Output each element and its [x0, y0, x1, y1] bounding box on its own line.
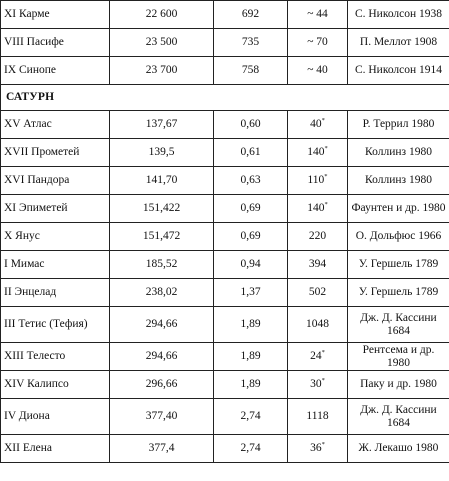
discoverer-cell	[348, 139, 449, 167]
discoverer-line: Рентсема и др. 1980	[362, 343, 435, 369]
discoverer-line: Ж. Лекашо 1980	[358, 442, 439, 454]
table-body	[1, 1, 449, 463]
discoverer-line: С. Николсон 1938	[354, 8, 443, 20]
period-cell: 0,61	[214, 139, 288, 167]
diameter-cell	[288, 435, 348, 463]
diameter-cell	[288, 139, 348, 167]
moon-name-cell: XVII Прометей	[1, 139, 110, 167]
table-row	[1, 399, 449, 435]
discoverer-cell	[348, 343, 449, 371]
table-row	[1, 167, 449, 195]
diameter-value: ~ 70	[307, 36, 328, 48]
moon-name-cell: X Янус	[1, 223, 110, 251]
discoverer-cell	[348, 29, 449, 57]
diameter-value: 502	[308, 286, 327, 298]
period-cell: 1,89	[214, 371, 288, 399]
table-row	[1, 111, 449, 139]
diameter-value: 30	[310, 378, 322, 390]
semi-axis-cell: 377,40	[110, 399, 214, 435]
semi-axis-cell: 22 600	[110, 1, 214, 29]
footnote-mark: *	[321, 377, 325, 384]
discoverer-line: Коллинз 1980	[365, 174, 432, 186]
diameter-cell	[288, 1, 348, 29]
diameter-value: 1048	[306, 318, 329, 330]
moon-name-cell: VIII Пасифе	[1, 29, 110, 57]
diameter-value: 220	[308, 230, 327, 242]
diameter-cell	[288, 195, 348, 223]
semi-axis-cell: 23 700	[110, 57, 214, 85]
discoverer-line: Дж. Д. Кассини	[360, 311, 437, 324]
discoverer-cell	[348, 167, 449, 195]
table-row	[1, 139, 449, 167]
moon-name-cell: I Мимас	[1, 251, 110, 279]
discoverer-year-line: 1684	[387, 416, 410, 429]
discoverer-cell	[348, 435, 449, 463]
diameter-value: ~ 44	[307, 8, 328, 20]
semi-axis-cell: 377,4	[110, 435, 214, 463]
discoverer-line: Паку и др. 1980	[360, 378, 437, 390]
diameter-value: 24	[310, 350, 322, 362]
moon-name-cell: XI Эпиметей	[1, 195, 110, 223]
table-row	[1, 29, 449, 57]
table-row	[1, 251, 449, 279]
semi-axis-cell: 151,422	[110, 195, 214, 223]
section-row-saturn	[1, 85, 449, 111]
diameter-cell	[288, 343, 348, 371]
diameter-cell	[288, 371, 348, 399]
discoverer-cell	[348, 399, 449, 435]
period-cell: 0,69	[214, 195, 288, 223]
table-row	[1, 371, 449, 399]
semi-axis-cell: 139,5	[110, 139, 214, 167]
discoverer-cell	[348, 371, 449, 399]
discoverer-cell	[348, 195, 449, 223]
footnote-mark: *	[321, 117, 325, 124]
moon-name-cell: IX Синопе	[1, 57, 110, 85]
period-cell: 0,63	[214, 167, 288, 195]
period-cell: 1,37	[214, 279, 288, 307]
semi-axis-cell: 151,472	[110, 223, 214, 251]
footnote-mark: *	[321, 349, 325, 356]
period-cell: 0,60	[214, 111, 288, 139]
discoverer-cell	[348, 111, 449, 139]
diameter-value: 40	[310, 118, 322, 130]
moon-name-cell: XIII Телесто	[1, 343, 110, 371]
moon-name-cell: XIV Калипсо	[1, 371, 110, 399]
discoverer-year-line: 1684	[387, 324, 410, 337]
discoverer-cell	[348, 1, 449, 29]
moon-name-cell: III Тетис (Тефия)	[1, 307, 110, 343]
footnote-mark: *	[324, 145, 328, 152]
diameter-cell	[288, 251, 348, 279]
semi-axis-cell: 296,66	[110, 371, 214, 399]
diameter-value: 1118	[306, 410, 329, 422]
table-row	[1, 279, 449, 307]
period-cell: 1,89	[214, 307, 288, 343]
diameter-cell	[288, 29, 348, 57]
diameter-value: 140	[307, 202, 325, 214]
semi-axis-cell: 141,70	[110, 167, 214, 195]
discoverer-line: О. Дольфюс 1966	[355, 230, 442, 242]
moon-name-cell: II Энцелад	[1, 279, 110, 307]
footnote-mark: *	[324, 201, 328, 208]
moon-name-cell: XII Елена	[1, 435, 110, 463]
diameter-value: 110	[307, 174, 325, 186]
semi-axis-cell: 238,02	[110, 279, 214, 307]
discoverer-cell	[348, 223, 449, 251]
discoverer-cell	[348, 251, 449, 279]
table-row	[1, 195, 449, 223]
diameter-cell	[288, 307, 348, 343]
discoverer-line: Дж. Д. Кассини	[360, 403, 437, 416]
diameter-value: 140	[307, 146, 325, 158]
period-cell: 2,74	[214, 399, 288, 435]
section-label: САТУРН	[1, 85, 449, 111]
diameter-cell	[288, 57, 348, 85]
discoverer-line: Р. Террил 1980	[362, 118, 435, 130]
table-row	[1, 343, 449, 371]
period-cell: 0,69	[214, 223, 288, 251]
table-row	[1, 1, 449, 29]
discoverer-line: У. Гершель 1789	[358, 286, 439, 298]
diameter-value: 36	[310, 442, 322, 454]
table-row	[1, 223, 449, 251]
semi-axis-cell: 185,52	[110, 251, 214, 279]
discoverer-cell	[348, 57, 449, 85]
footnote-mark: *	[324, 173, 328, 180]
diameter-cell	[288, 279, 348, 307]
period-cell: 692	[214, 1, 288, 29]
diameter-cell	[288, 167, 348, 195]
discoverer-line: Фаунтен и др. 1980	[351, 202, 446, 214]
footnote-mark: *	[321, 441, 325, 448]
period-cell: 758	[214, 57, 288, 85]
diameter-cell	[288, 111, 348, 139]
diameter-value: ~ 40	[307, 64, 328, 76]
diameter-cell	[288, 399, 348, 435]
semi-axis-cell: 23 500	[110, 29, 214, 57]
period-cell: 1,89	[214, 343, 288, 371]
period-cell: 735	[214, 29, 288, 57]
discoverer-cell	[348, 307, 449, 343]
semi-axis-cell: 294,66	[110, 343, 214, 371]
moon-name-cell: XVI Пандора	[1, 167, 110, 195]
table-row	[1, 307, 449, 343]
table-row	[1, 57, 449, 85]
discoverer-line: У. Гершель 1789	[358, 258, 439, 270]
discoverer-cell	[348, 279, 449, 307]
diameter-value: 394	[308, 258, 327, 270]
discoverer-line: Коллинз 1980	[365, 146, 432, 158]
moon-name-cell: XI Карме	[1, 1, 110, 29]
semi-axis-cell: 137,67	[110, 111, 214, 139]
moon-name-cell: XV Атлас	[1, 111, 110, 139]
moon-name-cell: IV Диона	[1, 399, 110, 435]
table-row	[1, 435, 449, 463]
period-cell: 0,94	[214, 251, 288, 279]
diameter-cell	[288, 223, 348, 251]
semi-axis-cell: 294,66	[110, 307, 214, 343]
discoverer-line: П. Меллот 1908	[359, 36, 438, 48]
discoverer-line: С. Николсон 1914	[354, 64, 443, 76]
period-cell: 2,74	[214, 435, 288, 463]
